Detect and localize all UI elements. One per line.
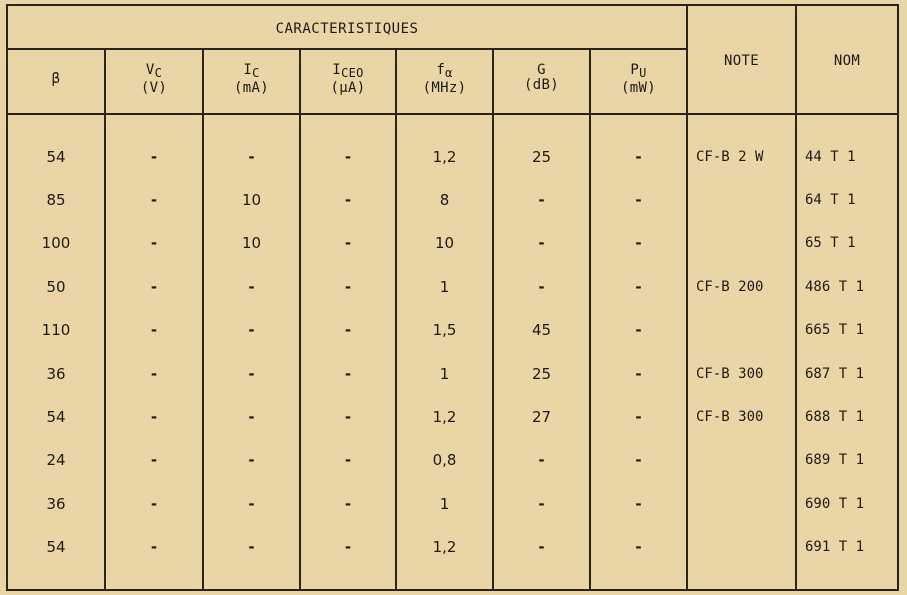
note-header: NOTE [724, 53, 759, 69]
table-cell: 1 [439, 495, 450, 513]
column-header [8, 72, 104, 87]
table-cell: 1 [439, 365, 450, 383]
table-cell: - [344, 191, 352, 209]
table-cell: 10 [434, 234, 455, 252]
table-cell: 25 [531, 148, 552, 166]
nom-header: NOM [833, 53, 861, 69]
table-cell: 36 [46, 495, 66, 513]
table-cell: - [344, 278, 352, 296]
table-cell: 690 T 1 [805, 496, 865, 512]
table-cell: - [150, 495, 158, 513]
table-cell: - [635, 495, 642, 513]
table-cell: - [248, 148, 255, 166]
table-cell: - [344, 321, 352, 339]
column-header [591, 63, 686, 96]
table-cell: 486 T 1 [805, 279, 865, 295]
table-cell: - [248, 408, 255, 426]
column-symbol [591, 63, 686, 81]
symbol-subscript: C [252, 66, 260, 80]
table-cell: - [150, 538, 158, 556]
table-cell: 8 [439, 191, 450, 209]
table-cell: 64 T 1 [805, 192, 856, 208]
symbol-subscript: CEO [341, 66, 364, 80]
symbol-subscript: U [639, 66, 647, 80]
symbol-text: V [145, 62, 155, 78]
table-cell: 100 [41, 234, 71, 252]
table-cell: - [344, 408, 352, 426]
table-cell: 1 [439, 278, 450, 296]
table-cell: 687 T 1 [805, 366, 865, 382]
table-cell: - [344, 365, 352, 383]
table-cell: - [248, 538, 255, 556]
group-title: CARACTERISTIQUES [275, 21, 419, 37]
top-rule [6, 4, 899, 6]
column-symbol [8, 72, 104, 87]
table-cell: - [538, 538, 545, 556]
table-cell: - [538, 451, 545, 469]
column-header [301, 63, 395, 96]
symbol-subscript: C [154, 66, 163, 80]
table-cell: - [344, 495, 352, 513]
symbol-text: β [51, 71, 61, 87]
table-cell: - [538, 278, 545, 296]
table-cell: - [344, 148, 352, 166]
table-cell: - [635, 234, 642, 252]
column-symbol [397, 63, 492, 81]
symbol-text: G [537, 62, 546, 78]
table-cell: 27 [531, 408, 552, 426]
table-cell: - [248, 365, 255, 383]
nom-left-rule [795, 4, 797, 591]
table-cell: 688 T 1 [805, 409, 865, 425]
table-cell: 65 T 1 [805, 235, 856, 251]
column-unit: (µA) [330, 80, 366, 96]
table-cell: - [635, 278, 642, 296]
symbol-text: f [436, 62, 446, 78]
column-header [106, 63, 202, 96]
column-symbol [106, 63, 202, 81]
header-rule [6, 113, 899, 115]
table-cell: 1,2 [432, 538, 457, 556]
table-cell: - [635, 148, 642, 166]
table-cell: - [150, 191, 158, 209]
table-cell: 1,2 [432, 408, 457, 426]
bottom-rule [6, 589, 899, 591]
column-unit: (MHz) [422, 80, 467, 96]
table-cell: CF-B 2 W [696, 149, 764, 165]
table-cell: 110 [41, 321, 71, 339]
table-cell: - [344, 234, 352, 252]
column-unit: (V) [140, 80, 168, 96]
table-cell: - [635, 408, 642, 426]
group-title-rule [6, 48, 688, 50]
table-cell: - [150, 365, 158, 383]
table-cell: - [538, 234, 545, 252]
table-cell: 54 [46, 148, 66, 166]
table-cell: 665 T 1 [805, 322, 865, 338]
table-cell: - [344, 451, 352, 469]
table-cell: 10 [241, 191, 262, 209]
table-cell: - [635, 451, 642, 469]
table-cell: 689 T 1 [805, 452, 865, 468]
column-header [204, 63, 299, 96]
column-symbol [494, 63, 589, 78]
table-cell: 691 T 1 [805, 539, 865, 555]
table-cell: 1,5 [432, 321, 457, 339]
table-cell: - [248, 321, 255, 339]
table-cell: 54 [46, 408, 66, 426]
table-cell: 50 [46, 278, 66, 296]
symbol-text: P [630, 62, 640, 78]
table-cell: - [635, 538, 642, 556]
table-cell: 0,8 [432, 451, 457, 469]
table-cell: 1,2 [432, 148, 457, 166]
table-cell: - [248, 278, 255, 296]
table-cell: - [150, 278, 158, 296]
table-cell: 25 [531, 365, 552, 383]
column-symbol [301, 63, 395, 81]
table-cell: 85 [46, 191, 66, 209]
table-cell: CF-B 200 [696, 279, 764, 295]
table-cell: - [150, 234, 158, 252]
note-left-rule [686, 4, 688, 591]
table-cell: - [635, 321, 642, 339]
table-cell: - [150, 408, 158, 426]
table-cell: 36 [46, 365, 66, 383]
table-cell: - [150, 451, 158, 469]
table-cell: - [635, 191, 642, 209]
column-header [494, 63, 589, 93]
column-unit: (mW) [621, 80, 656, 96]
table-cell: 10 [241, 234, 262, 252]
table-cell: 54 [46, 538, 66, 556]
table-cell: 44 T 1 [805, 149, 856, 165]
table-cell: CF-B 300 [696, 409, 764, 425]
table-cell: CF-B 300 [696, 366, 764, 382]
right-rule [897, 4, 899, 591]
table-cell: - [538, 495, 545, 513]
column-unit: (mA) [234, 80, 269, 96]
table-cell: - [248, 451, 255, 469]
table-cell: - [538, 191, 545, 209]
symbol-text: I [243, 62, 253, 78]
symbol-subscript: α [445, 66, 453, 80]
symbol-text: I [332, 62, 342, 78]
table-cell: - [248, 495, 255, 513]
table-cell: - [150, 321, 158, 339]
table-cell: 45 [531, 321, 552, 339]
column-unit: (dB) [524, 77, 559, 93]
column-header [397, 63, 492, 96]
table-cell: - [344, 538, 352, 556]
table-cell: - [150, 148, 158, 166]
table-cell: - [635, 365, 642, 383]
column-symbol [204, 63, 299, 81]
table-cell: 24 [46, 451, 66, 469]
